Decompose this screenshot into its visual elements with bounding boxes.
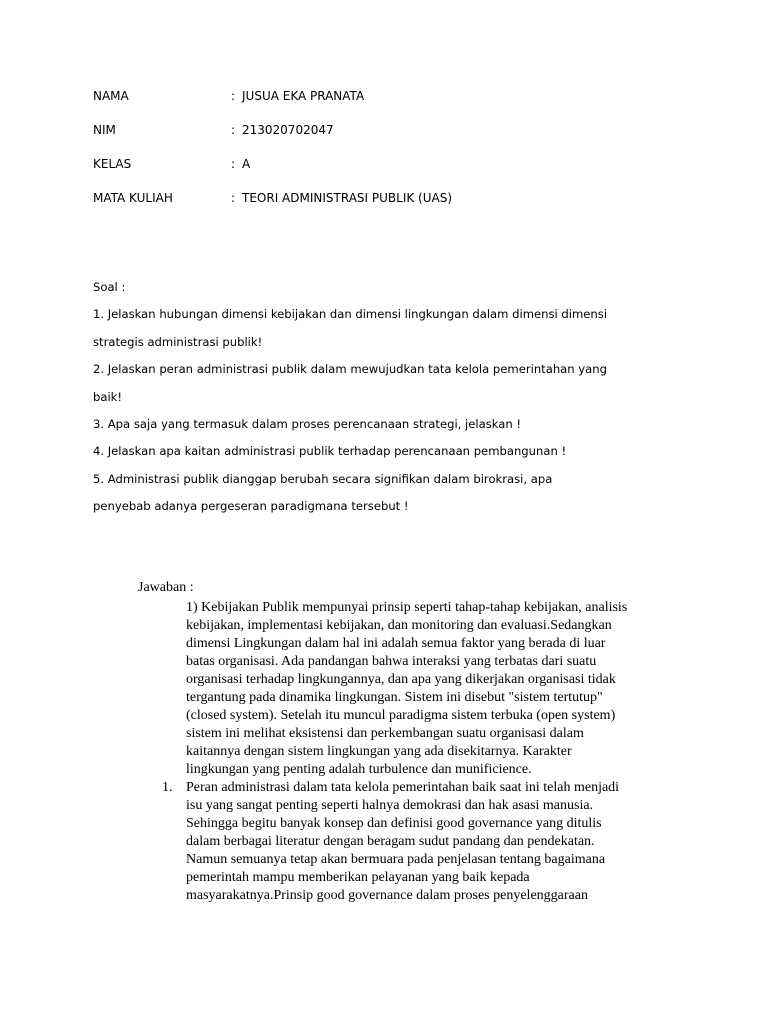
answer2-line: isu yang sangat penting seperti halnya demokrasi dan hak asasi manusia. bbox=[186, 798, 594, 813]
info-value: 213020702047 bbox=[242, 123, 334, 137]
soal-line: 3. Apa saja yang termasuk dalam proses perencanaan strategi, jelaskan ! bbox=[93, 417, 522, 431]
soal-line: 4. Jelaskan apa kaitan administrasi publik terhadap perencanaan pembangunan ! bbox=[93, 444, 567, 458]
answer1-line: (closed system). Setelah itu muncul paradigma sistem terbuka (open system) bbox=[186, 708, 616, 723]
answer1-line: tergantung pada dinamika lingkungan. Sistem ini disebut "sistem tertutup" bbox=[186, 690, 603, 705]
answer2-line: pemerintah mampu memberikan pelayanan yang baik kepada bbox=[186, 870, 530, 885]
answer2-line: Namun semuanya tetap akan bermuara pada penjelasan tentang bagaimana bbox=[186, 852, 606, 867]
info-colon: : bbox=[231, 123, 236, 137]
soal-line: 2. Jelaskan peran administrasi publik dalam mewujudkan tata kelola pemerintahan yang bbox=[93, 362, 607, 376]
answer2-line: Peran administrasi dalam tata kelola pemerintahan baik saat ini telah menjadi bbox=[186, 780, 620, 795]
soal-line: penyebab adanya pergeseran paradigmana tersebut ! bbox=[93, 499, 409, 513]
soal-line: 5. Administrasi publik dianggap berubah secara signifikan dalam birokrasi, apa bbox=[93, 472, 553, 486]
answer2-line: masyarakatnya.Prinsip good governance dalam proses penyelenggaraan bbox=[186, 888, 588, 903]
answer2-number: 1. bbox=[162, 780, 173, 795]
soal-line: baik! bbox=[93, 390, 123, 404]
soal-line: 1. Jelaskan hubungan dimensi kebijakan dan dimensi lingkungan dalam dimensi dimensi bbox=[93, 307, 608, 321]
answer2-line: dalam berbagai literatur dengan beragam sudut pandang dan pendekatan. bbox=[186, 834, 595, 849]
answer1-line: kaitannya dengan sistem lingkungan yang ada disekitarnya. Karakter bbox=[186, 744, 572, 759]
info-label: NIM bbox=[93, 123, 116, 137]
info-value: JUSUA EKA PRANATA bbox=[242, 89, 365, 103]
answer1-line: lingkungan yang penting adalah turbulence dan munificience. bbox=[186, 762, 532, 777]
info-label: MATA KULIAH bbox=[93, 191, 173, 205]
jawaban-title: Jawaban : bbox=[138, 580, 194, 595]
answer1-line: 1) Kebijakan Publik mempunyai prinsip seperti tahap-tahap kebijakan, analisis bbox=[186, 600, 628, 615]
soal-title: Soal : bbox=[93, 280, 126, 294]
info-colon: : bbox=[231, 157, 236, 171]
info-label: NAMA bbox=[93, 89, 129, 103]
answer1-line: batas organisasi. Ada pandangan bahwa interaksi yang terbatas dari suatu bbox=[186, 654, 597, 669]
info-colon: : bbox=[231, 191, 236, 205]
info-value: TEORI ADMINISTRASI PUBLIK (UAS) bbox=[242, 191, 453, 205]
answer1-line: kebijakan, implementasi kebijakan, dan monitoring dan evaluasi.Sedangkan bbox=[186, 618, 612, 633]
answer2-line: Sehingga begitu banyak konsep dan definisi good governance yang ditulis bbox=[186, 816, 602, 831]
answer1-line: dimensi Lingkungan dalam hal ini adalah semua faktor yang berada di luar bbox=[186, 636, 606, 651]
answer1-line: organisasi terhadap lingkungannya, dan apa yang dikerjakan organisasi tidak bbox=[186, 672, 616, 687]
soal-line: strategis administrasi publik! bbox=[93, 335, 263, 349]
info-value: A bbox=[242, 157, 251, 171]
info-label: KELAS bbox=[93, 157, 132, 171]
answer1-line: sistem ini melihat eksistensi dan perkembangan suatu organisasi dalam bbox=[186, 726, 584, 741]
info-colon: : bbox=[231, 89, 236, 103]
